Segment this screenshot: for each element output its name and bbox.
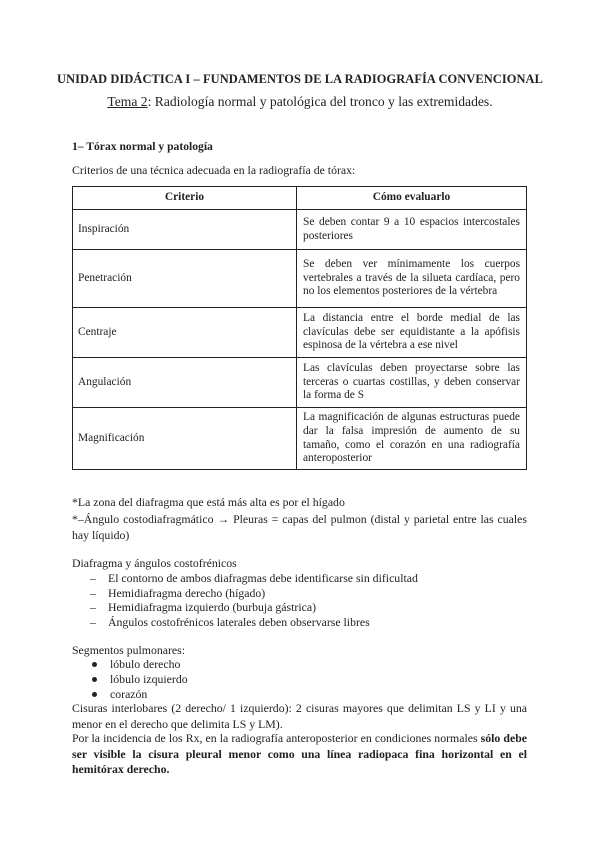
criterio-cell: Inspiración <box>73 210 297 250</box>
evaluacion-cell: Las clavículas deben proyectarse sobre las terceras o cuartas costillas, y deben conservar la forma de S <box>297 358 527 408</box>
table-row <box>73 250 527 308</box>
topic-text: : Radiología normal y patológica del tronco y las extremidades. <box>147 94 493 109</box>
criterio-cell: Penetración <box>73 250 297 308</box>
list-item <box>72 586 418 601</box>
list-item <box>72 687 188 702</box>
segmentos-list <box>72 657 188 702</box>
evaluacion-cell: La magnificación de algunas estructuras puede dar la falsa impresión de aumento de su tamaño, como el corazón en una radiografía anteroposterior <box>297 408 527 470</box>
incidencia-bold-text: sólo debe ser visible la cisura pleural menor como una línea radiopaca fina horizontal en el hemitórax derecho. <box>72 731 527 776</box>
dash-marker: – <box>90 600 96 614</box>
evaluacion-cell: Se deben contar 9 a 10 espacios intercostales posteriores <box>297 210 527 250</box>
criterio-cell: Magnificación <box>73 408 297 470</box>
list-item-text: Hemidiafragma izquierdo (burbuja gástrica) <box>108 600 316 614</box>
list-item-text: Ángulos costofrénicos laterales deben observarse libres <box>108 614 370 629</box>
list-item <box>72 657 188 672</box>
table-row <box>73 358 527 408</box>
note-pleuras: *–Ángulo costodiafragmático → Pleuras = capas del pulmon (distal y parietal entre las cuales hay líquido) <box>72 512 527 542</box>
list-item-text: lóbulo derecho <box>110 657 181 671</box>
table-header-row <box>73 187 527 210</box>
cisuras-paragraph: Cisuras interlobares (2 derecho/ 1 izquierdo): 2 cisuras mayores que delimitan LS y LI y una menor en el derecho que delimita LS y LM). <box>72 701 527 731</box>
evaluacion-cell: Se deben ver mínimamente los cuerpos vertebrales a través de la silueta cardíaca, pero no los elementos posteriores de la vértebra <box>297 250 527 308</box>
bullet-icon <box>92 677 97 682</box>
list-item-text: Hemidiafragma derecho (hígado) <box>108 585 266 600</box>
incidencia-normal-text: Por la incidencia de los Rx, en la radiografía anteroposterior en condiciones normales <box>72 731 481 745</box>
unit-title: UNIDAD DIDÁCTICA I – FUNDAMENTOS DE LA RADIOGRAFÍA CONVENCIONAL <box>57 72 543 86</box>
dash-marker: – <box>90 571 96 585</box>
topic-label: Tema 2 <box>107 94 148 109</box>
dash-marker: – <box>90 614 96 629</box>
criteria-table <box>72 186 527 470</box>
criterio-cell: Centraje <box>73 308 297 358</box>
incidencia-paragraph <box>72 731 527 778</box>
evaluacion-cell: La distancia entre el borde medial de las clavículas debe ser equidistante a la apófisis espinosa de la vértebra a ese nivel <box>297 308 527 358</box>
header-evaluacion: Cómo evaluarlo <box>297 187 527 210</box>
list-item-text: El contorno de ambos diafragmas debe identificarse sin dificultad <box>108 571 418 585</box>
segmentos-heading: Segmentos pulmonares: <box>72 643 186 657</box>
list-item-text: lóbulo izquierdo <box>110 672 188 686</box>
table-row <box>73 408 527 470</box>
table-row <box>73 308 527 358</box>
list-item-text: corazón <box>110 687 148 701</box>
diafragma-list <box>72 571 418 629</box>
table-row <box>73 210 527 250</box>
list-item <box>72 571 418 586</box>
topic-subtitle <box>0 94 600 110</box>
list-item <box>72 672 188 687</box>
list-item <box>72 615 418 630</box>
bullet-icon <box>92 692 97 697</box>
section-heading: 1– Tórax normal y patología <box>72 140 213 153</box>
section-intro: Criterios de una técnica adecuada en la radiografía de tórax: <box>72 163 356 177</box>
diafragma-heading: Diafragma y ángulos costofrénicos <box>72 556 237 570</box>
note-diafragma: *La zona del diafragma que está más alta es por el hígado <box>72 495 345 509</box>
header-criterio: Criterio <box>73 187 297 210</box>
criterio-cell: Angulación <box>73 358 297 408</box>
bullet-icon <box>92 662 97 667</box>
list-item <box>72 600 418 615</box>
dash-marker: – <box>90 585 96 600</box>
